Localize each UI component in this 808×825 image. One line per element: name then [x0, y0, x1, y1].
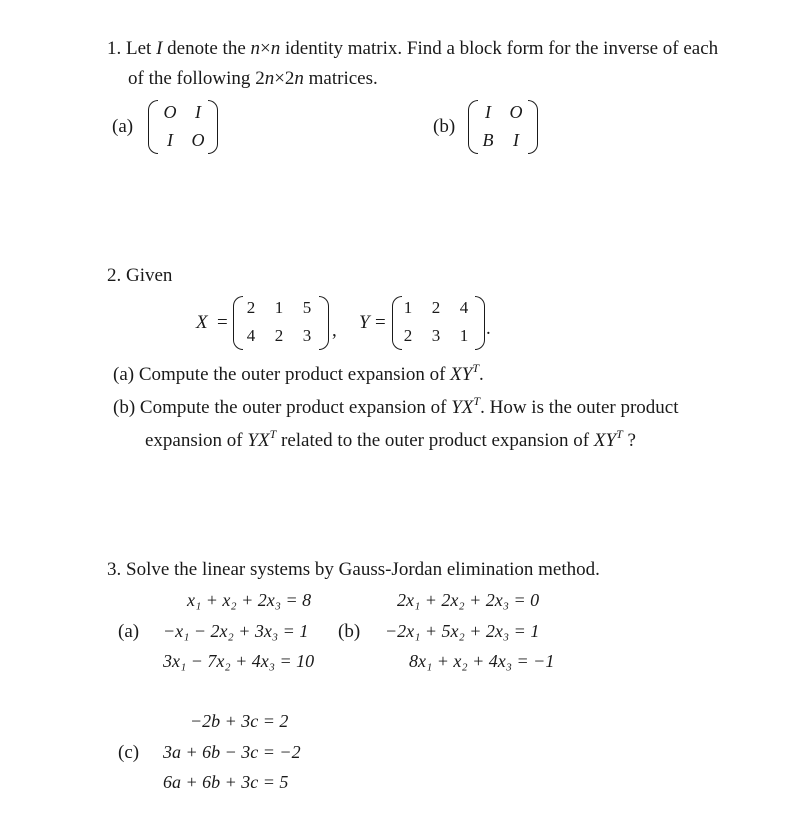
- matrix-cell: 5: [302, 298, 312, 317]
- system-b-eq-2: −2x₁ + 5x₂ + 2x₃ = 1: [385, 621, 540, 641]
- matrix-cell: B: [482, 130, 494, 150]
- problem-2-part-b-continued: expansion of $YX^T$ related to the outer product expansion of $XY^T$ ?: [145, 427, 636, 451]
- matrix-cell: 2: [431, 298, 441, 317]
- system-c-eq-2: 3a + 6b − 3c = −2: [163, 742, 301, 762]
- matrix-cell: 2: [403, 326, 413, 345]
- system-c-eq-3: 6a + 6b + 3c = 5: [163, 772, 289, 792]
- matrix-x-equals: =: [217, 312, 228, 333]
- matrix-cell: 1: [403, 298, 413, 317]
- system-a-eq-1: x₁ + x₂ + 2x₃ = 8: [187, 590, 312, 610]
- right-paren: [208, 100, 218, 154]
- system-b-eq-3: 8x₁ + x₂ + 4x₃ = −1: [409, 651, 555, 671]
- matrix-cell: 3: [431, 326, 441, 345]
- system-a-eq-2: −x₁ − 2x₂ + 3x₃ = 1: [163, 621, 309, 641]
- matrix-cell: 4: [246, 326, 256, 345]
- problem-1-number: 1.: [107, 38, 122, 59]
- system-c-eq-1: −2b + 3c = 2: [190, 711, 289, 731]
- right-paren: [475, 296, 485, 350]
- matrix-cell: I: [167, 130, 173, 150]
- problem-1-matrix-a: [148, 100, 218, 154]
- matrix-cell: 3: [302, 326, 312, 345]
- problem-1-matrix-b: [468, 100, 538, 154]
- matrix-cell: 1: [274, 298, 284, 317]
- matrix-y-label: Y: [359, 312, 370, 333]
- matrix-cell: I: [513, 130, 519, 150]
- left-paren: [468, 100, 478, 154]
- matrix-cell: O: [509, 102, 523, 122]
- matrix-cell: O: [163, 102, 177, 122]
- problem-2-part-b: (b) Compute the outer product expansion of $YX^T$. How is the outer product: [113, 394, 679, 418]
- matrix-y-equals: =: [375, 312, 386, 333]
- right-paren: [319, 296, 329, 350]
- problem-1-line-2: of the following 2n×2n matrices.: [128, 68, 378, 89]
- matrix-cell: 1: [459, 326, 469, 345]
- problem-2-heading: 2. Given: [107, 265, 173, 286]
- problem-1-part-b-label: (b): [433, 116, 456, 137]
- matrix-cell: I: [195, 102, 201, 122]
- right-paren: [528, 100, 538, 154]
- matrix-cell: O: [191, 130, 205, 150]
- problem-2-part-a: (a) Compute the outer product expansion of $XY^T$.: [113, 361, 484, 385]
- matrix-x: [233, 296, 329, 350]
- system-c-label: (c): [118, 742, 140, 763]
- matrix-cell: 2: [274, 326, 284, 345]
- system-b-eq-1: 2x₁ + 2x₂ + 2x₃ = 0: [397, 590, 540, 610]
- matrix-cell: I: [485, 102, 491, 122]
- matrix-cell: 4: [459, 298, 469, 317]
- left-paren: [233, 296, 243, 350]
- system-b-label: (b): [338, 621, 361, 642]
- matrix-x-punct: ,: [332, 320, 337, 341]
- matrix-x-label: X: [196, 312, 208, 333]
- problem-1-part-a-label: (a): [112, 116, 134, 137]
- matrix-cell: 2: [246, 298, 256, 317]
- problem-1-line-1: 1. Let I denote the n×n identity matrix. Find a block form for the inverse of each: [107, 38, 719, 59]
- left-paren: [148, 100, 158, 154]
- system-a-eq-3: 3x₁ − 7x₂ + 4x₃ = 10: [163, 651, 315, 671]
- problem-3-heading: 3. Solve the linear systems by Gauss-Jordan elimination method.: [107, 559, 600, 580]
- matrix-y: [392, 296, 485, 350]
- system-a-label: (a): [118, 621, 140, 642]
- matrix-y-punct: .: [486, 318, 491, 339]
